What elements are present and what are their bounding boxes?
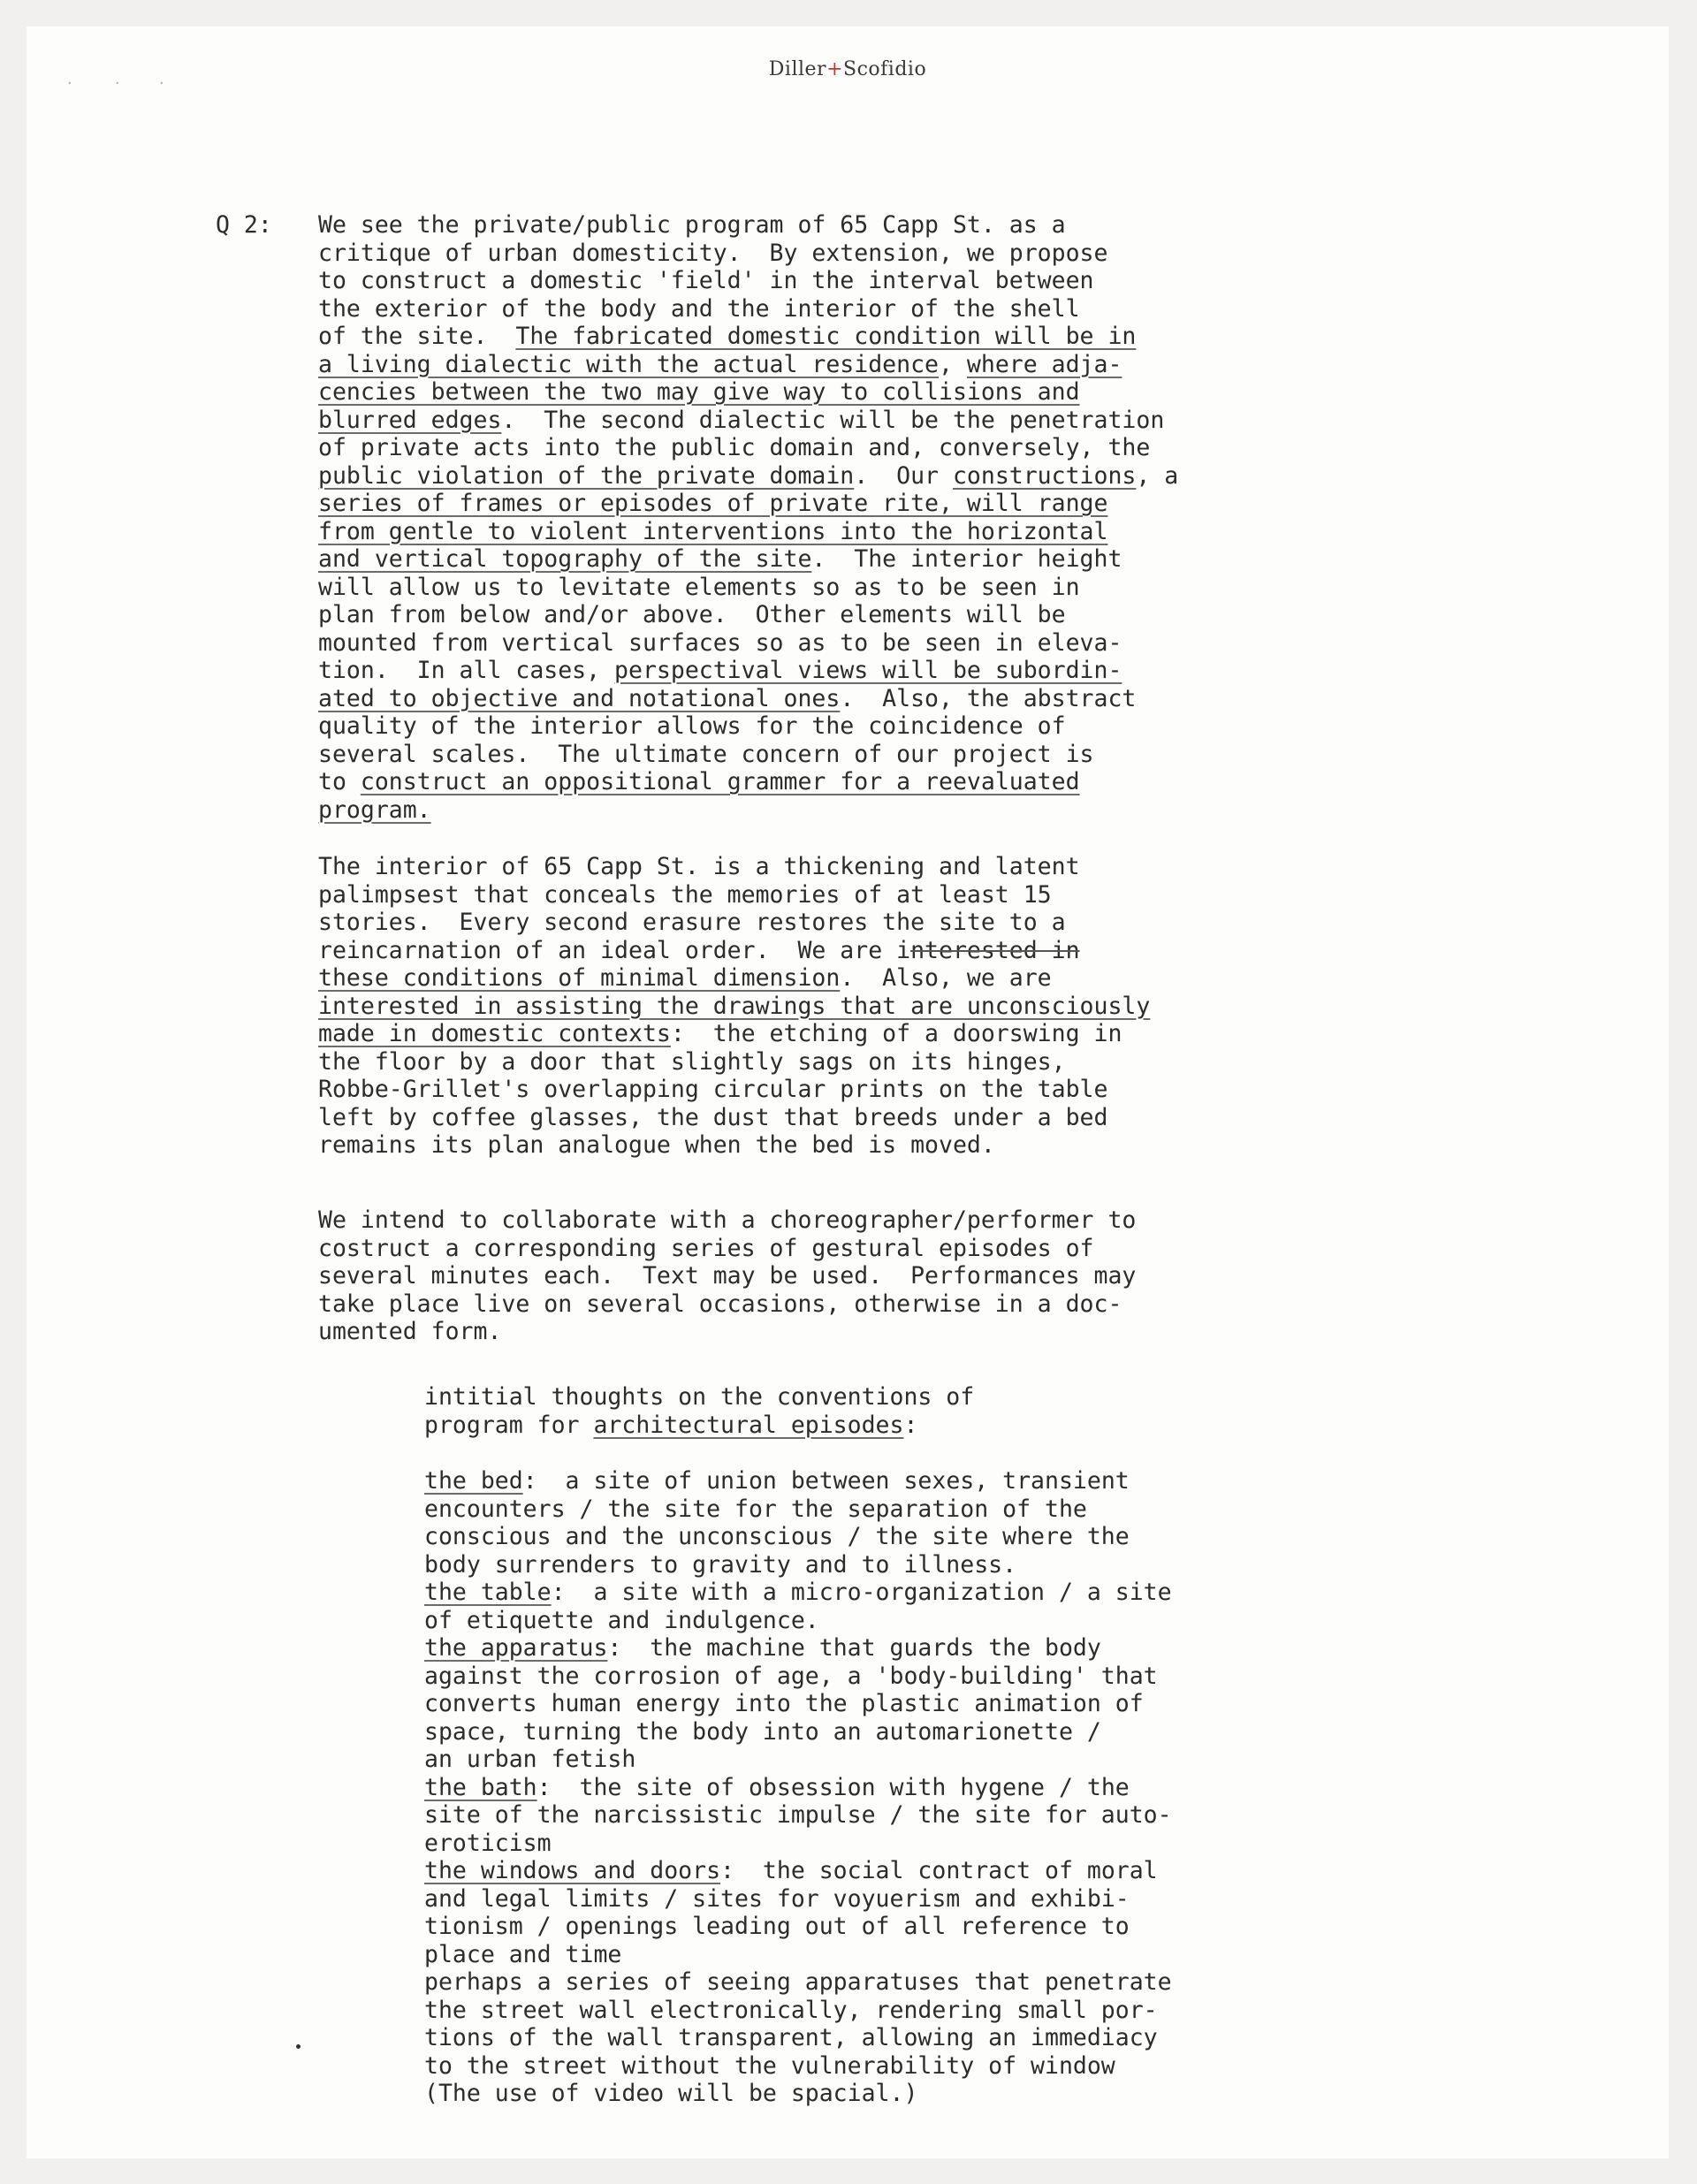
text-line: [424, 1968, 1172, 1997]
faint-mark: ·: [67, 74, 72, 93]
text-line: [318, 712, 1178, 741]
text-segment: : a site with a micro-organization / a site: [551, 1579, 1172, 1606]
text-line: [424, 1746, 1172, 1774]
text-line: [318, 1076, 1150, 1104]
episodes-intro: [424, 1383, 974, 1439]
text-line: [318, 1235, 1136, 1263]
faint-mark: ·: [115, 74, 120, 93]
text-segment: several minutes each. Text may be used. Performances may: [318, 1262, 1137, 1290]
text-segment: tions of the wall transparent, allowing an immediacy: [424, 2024, 1158, 2051]
text-line: [318, 490, 1178, 518]
text-segment: remains its plan analogue when the bed is moved.: [318, 1131, 995, 1159]
text-segment: of the site.: [318, 323, 516, 350]
text-segment: place and time: [424, 1940, 622, 1968]
text-line: [424, 1412, 974, 1440]
underlined-text: the apparatus: [424, 1634, 608, 1662]
text-segment: will allow us to levitate elements so as to be seen in: [318, 573, 1080, 601]
underlined-text: public violation of the private domain: [318, 461, 855, 490]
struck-text: nterested in: [910, 936, 1080, 964]
text-segment: :: [903, 1411, 918, 1439]
episodes-list: [424, 1467, 1172, 2108]
text-segment: encounters / the site for the separation of the: [424, 1495, 1087, 1523]
text-line: [424, 1913, 1172, 1941]
text-line: [424, 1941, 1172, 1969]
underlined-text: constructions: [952, 461, 1137, 490]
text-segment: We see the private/public program of 65 Capp St. as a: [318, 211, 1066, 239]
text-line: [424, 1830, 1172, 1858]
text-segment: (The use of video will be spacial.): [424, 2080, 918, 2107]
text-line: [318, 434, 1178, 462]
text-line: [318, 1318, 1136, 1346]
text-line: [318, 518, 1178, 546]
underlined-text: perspectival views will be subordin-: [614, 657, 1122, 684]
text-line: [318, 378, 1178, 407]
paragraph-3: [318, 1206, 1136, 1346]
text-line: [318, 1104, 1150, 1132]
text-segment: space, turning the body into an automarionette /: [424, 1717, 1101, 1746]
text-line: [318, 323, 1178, 351]
text-line: [318, 741, 1178, 769]
underlined-text: and vertical topography of the site: [318, 545, 812, 573]
text-segment: stories. Every second erasure restores the site to a: [318, 909, 1066, 936]
letterhead-name-right: Scofidio: [843, 58, 927, 80]
text-line: [318, 574, 1178, 602]
text-line: [424, 1634, 1172, 1663]
text-line: [318, 1131, 1150, 1160]
text-line: [424, 2024, 1172, 2052]
text-segment: tionism / openings leading out of all reference to: [424, 1913, 1130, 1940]
underlined-text: the windows and doors: [424, 1857, 721, 1884]
underlined-text: where adja-: [966, 350, 1122, 378]
text-segment: reincarnation of an ideal order. We are i: [318, 936, 911, 964]
text-segment: and legal limits / sites for voyuerism and exhibi-: [424, 1884, 1130, 1913]
faint-mark: ·: [159, 74, 164, 93]
text-line: [424, 2052, 1172, 2081]
underlined-text: from gentle to violent interventions into the horizontal: [318, 517, 1108, 545]
text-line: [318, 462, 1178, 491]
text-line: [318, 1048, 1150, 1077]
text-line: [318, 295, 1178, 323]
text-line: [424, 1997, 1172, 2025]
text-line: [318, 211, 1178, 240]
text-line: [424, 1801, 1172, 1830]
underlined-text: The fabricated domestic condition will be in: [515, 323, 1137, 350]
text-line: [318, 1206, 1136, 1235]
paragraph-2: [318, 853, 1150, 1160]
text-segment: site of the narcissistic impulse / the site for auto-: [424, 1801, 1172, 1829]
underlined-text: architectural episodes: [593, 1411, 904, 1439]
underlined-text: cencies between the two may give way to collisions and: [318, 378, 1080, 406]
text-segment: plan from below and/or above. Other elements will be: [318, 601, 1066, 628]
text-segment: against the corrosion of age, a 'body-building' that: [424, 1662, 1158, 1690]
text-segment: costruct a corresponding series of gestural episodes of: [318, 1234, 1094, 1262]
text-segment: ,: [939, 350, 967, 378]
text-segment: : the etching of a doorswing in: [670, 1020, 1122, 1047]
text-line: [318, 629, 1178, 658]
text-segment: an urban fetish: [424, 1746, 636, 1773]
text-segment: program for: [424, 1411, 594, 1439]
text-line: [424, 1523, 1172, 1551]
text-line: [424, 1495, 1172, 1524]
text-line: [318, 1290, 1136, 1319]
text-line: [424, 1383, 974, 1412]
text-segment: : the site of obsession with hygene / the: [536, 1773, 1130, 1801]
text-segment: . The interior height: [811, 545, 1122, 573]
text-line: [318, 964, 1150, 993]
text-segment: body surrenders to gravity and to illness.: [424, 1550, 1017, 1579]
text-line: [318, 545, 1178, 574]
text-line: [424, 1718, 1172, 1746]
underlined-text: blurred edges: [318, 406, 502, 434]
text-segment: to: [318, 768, 361, 795]
text-line: [318, 993, 1150, 1021]
text-line: [424, 1551, 1172, 1579]
text-segment: conscious and the unconscious / the site where the: [424, 1523, 1130, 1550]
question-label: Q 2:: [216, 211, 272, 239]
text-line: [318, 1262, 1136, 1290]
paragraph-1: [318, 211, 1178, 824]
text-line: [424, 1663, 1172, 1691]
text-segment: We intend to collaborate with a choreographer/performer to: [318, 1206, 1137, 1234]
text-segment: umented form.: [318, 1318, 502, 1345]
underlined-text: the table: [424, 1579, 552, 1606]
text-line: [318, 909, 1150, 937]
text-line: [424, 1607, 1172, 1635]
text-line: [318, 796, 1178, 825]
underlined-text: these conditions of minimal dimension: [318, 964, 841, 992]
text-segment: eroticism: [424, 1829, 552, 1857]
letterhead-plus: +: [826, 58, 844, 80]
text-line: [318, 601, 1178, 629]
text-segment: of etiquette and indulgence.: [424, 1606, 819, 1634]
underlined-text: ated to objective and notational ones: [318, 684, 841, 712]
text-segment: . Also, the abstract: [840, 684, 1137, 712]
text-line: [424, 1857, 1172, 1885]
text-segment: : the social contract of moral: [720, 1857, 1158, 1884]
text-segment: left by coffee glasses, the dust that breeds under a bed: [318, 1103, 1108, 1131]
text-line: [318, 240, 1178, 268]
text-segment: converts human energy into the plastic animation of: [424, 1690, 1144, 1717]
document-page: [27, 27, 1669, 2158]
underlined-text: construct an oppositional grammer for a reevaluated: [360, 768, 1080, 795]
underlined-text: series of frames or episodes of private rite, will range: [318, 490, 1108, 517]
text-line: [318, 657, 1178, 685]
text-line: [318, 267, 1178, 295]
underlined-text: a living dialectic with the actual residence: [318, 350, 939, 378]
text-line: [424, 1467, 1172, 1495]
text-line: [318, 351, 1178, 379]
text-segment: : a site of union between sexes, transient: [522, 1467, 1130, 1495]
text-segment: intitial thoughts on the conventions of: [424, 1383, 975, 1411]
text-segment: the street wall electronically, rendering small por-: [424, 1996, 1158, 2024]
text-segment: The interior of 65 Capp St. is a thickening and latent: [318, 853, 1080, 880]
text-segment: palimpsest that conceals the memories of at least 15: [318, 880, 1052, 909]
text-segment: the floor by a door that slightly sags on its hinges,: [318, 1047, 1066, 1076]
text-segment: to construct a domestic 'field' in the interval between: [318, 267, 1094, 294]
text-segment: take place live on several occasions, otherwise in a doc-: [318, 1290, 1122, 1318]
letterhead-name-left: Diller: [768, 58, 827, 80]
text-segment: quality of the interior allows for the coincidence of: [318, 712, 1066, 740]
text-segment: several scales. The ultimate concern of our project is: [318, 740, 1094, 768]
underlined-text: program.: [318, 795, 431, 824]
text-segment: to the street without the vulnerability of window: [424, 2051, 1115, 2080]
text-segment: . Our: [854, 461, 953, 490]
text-line: [318, 1020, 1150, 1048]
text-segment: . Also, we are: [840, 964, 1052, 992]
text-line: [318, 881, 1150, 909]
text-segment: critique of urban domesticity. By extension, we propose: [318, 239, 1108, 267]
underlined-text: the bath: [424, 1773, 537, 1801]
text-line: [318, 685, 1178, 713]
text-line: [318, 853, 1150, 881]
text-line: [318, 768, 1178, 796]
text-line: [424, 1690, 1172, 1718]
text-segment: Robbe-Grillet's overlapping circular prints on the table: [318, 1076, 1108, 1103]
text-segment: : the machine that guards the body: [607, 1634, 1101, 1662]
text-line: [318, 407, 1178, 435]
text-segment: . The second dialectic will be the penetration: [501, 406, 1165, 434]
text-line: [424, 1774, 1172, 1802]
underlined-text: made in domestic contexts: [318, 1020, 671, 1047]
text-segment: the exterior of the body and the interior of the shell: [318, 294, 1080, 323]
text-segment: of private acts into the public domain and, conversely, the: [318, 434, 1151, 461]
text-segment: mounted from vertical surfaces so as to be seen in eleva-: [318, 628, 1122, 657]
underlined-text: interested in assisting the drawings that are unconsciously: [318, 992, 1151, 1020]
text-line: [424, 2080, 1172, 2108]
text-line: [424, 1579, 1172, 1607]
text-segment: perhaps a series of seeing apparatuses that penetrate: [424, 1968, 1172, 1996]
text-segment: , a: [1136, 461, 1179, 490]
text-line: [424, 1885, 1172, 1914]
underlined-text: the bed: [424, 1467, 523, 1495]
letterhead: [27, 58, 1669, 80]
text-line: [318, 937, 1150, 965]
stray-dot: [296, 2044, 301, 2049]
text-segment: tion. In all cases,: [318, 657, 615, 684]
